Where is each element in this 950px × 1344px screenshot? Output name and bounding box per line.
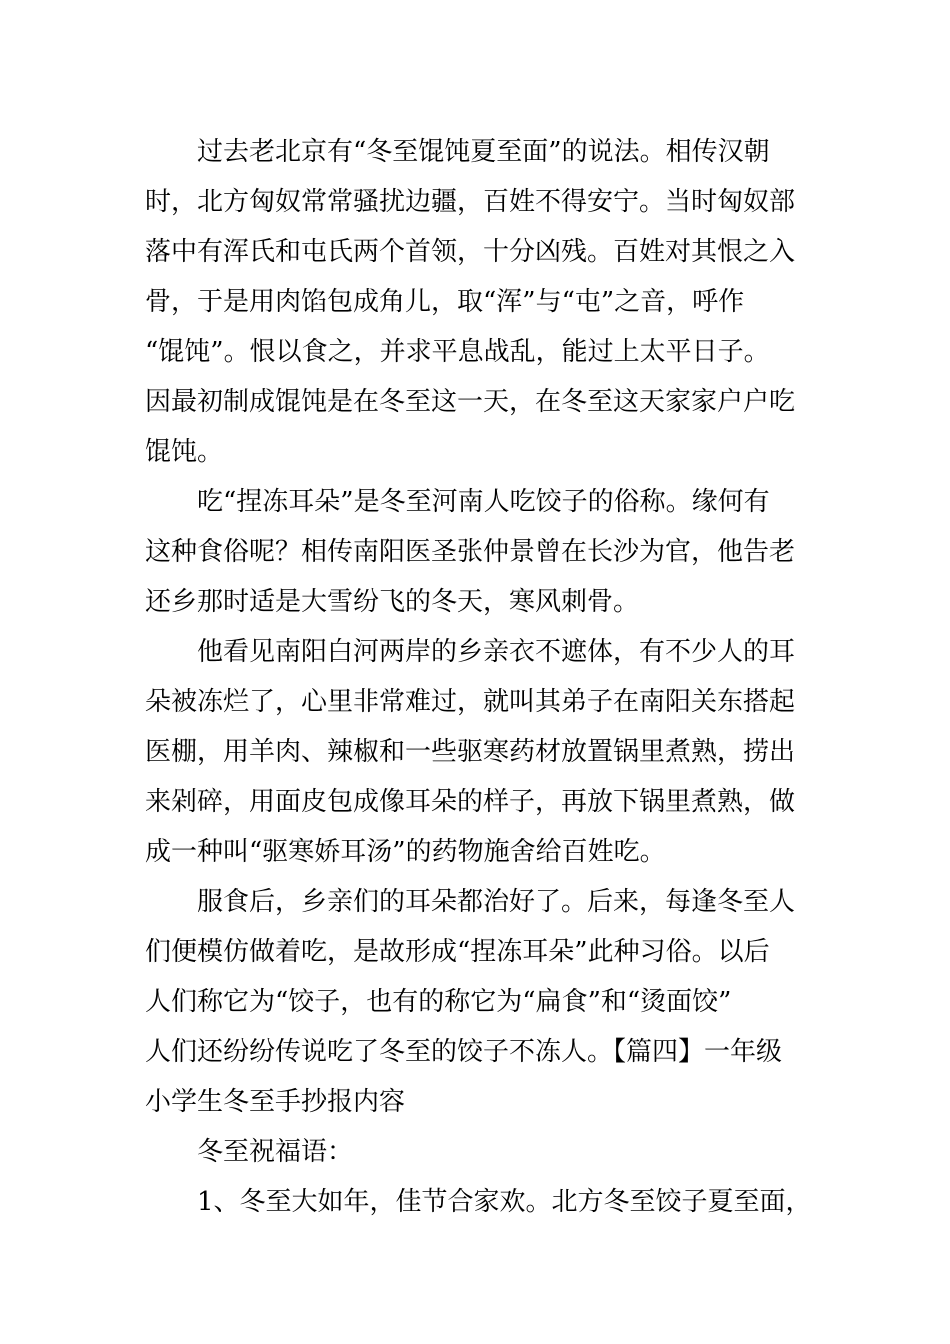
text-line: 成一种叫“驱寒娇耳汤”的药物施舍给百姓吃。 bbox=[145, 837, 666, 867]
text-line: 馄饨。 bbox=[145, 437, 224, 467]
text-line: 这种食俗呢？相传南阳医圣张仲景曾在长沙为官，他告老 bbox=[145, 537, 796, 567]
text-line: 们便模仿做着吃，是故形成“捏冻耳朵”此种习俗。以后 bbox=[145, 937, 770, 967]
text-line: 冬至祝福语： bbox=[197, 1137, 354, 1167]
text-line: 1、冬至大如年，佳节合家欢。北方冬至饺子夏至面， bbox=[197, 1187, 812, 1217]
text-line: 过去老北京有“冬至馄饨夏至面”的说法。相传汉朝 bbox=[197, 137, 770, 167]
text-line: 医棚，用羊肉、辣椒和一些驱寒药材放置锅里煮熟，捞出 bbox=[145, 737, 796, 767]
text-line: 还乡那时适是大雪纷飞的冬天，寒风刺骨。 bbox=[145, 587, 640, 617]
text-line: 朵被冻烂了，心里非常难过，就叫其弟子在南阳关东搭起 bbox=[145, 687, 796, 717]
text-line: 服食后，乡亲们的耳朵都治好了。后来，每逢冬至人 bbox=[197, 887, 796, 917]
text-line: 小学生冬至手抄报内容 bbox=[145, 1087, 406, 1117]
text-line: “馄饨”。恨以食之，并求平息战乱，能过上太平日子。 bbox=[145, 337, 770, 367]
text-line: 骨，于是用肉馅包成角儿，取“浑”与“屯”之音，呼作 bbox=[145, 287, 745, 317]
text-line: 落中有浑氏和屯氏两个首领，十分凶残。百姓对其恨之入 bbox=[145, 237, 796, 267]
text-line: 来剁碎，用面皮包成像耳朵的样子，再放下锅里煮熟，做 bbox=[145, 787, 796, 817]
text-line: 时，北方匈奴常常骚扰边疆，百姓不得安宁。当时匈奴部 bbox=[145, 187, 796, 217]
text-line: 吃“捏冻耳朵”是冬至河南人吃饺子的俗称。缘何有 bbox=[197, 487, 770, 517]
text-line: 他看见南阳白河两岸的乡亲衣不遮体，有不少人的耳 bbox=[197, 637, 796, 667]
text-line: 人们还纷纷传说吃了冬至的饺子不冻人。【篇四】一年级 bbox=[145, 1037, 783, 1067]
document-body bbox=[145, 127, 812, 1227]
text-line: 人们称它为“饺子，也有的称它为“扁食”和“烫面饺” bbox=[145, 987, 732, 1017]
text-line: 因最初制成馄饨是在冬至这一天，在冬至这天家家户户吃 bbox=[145, 387, 796, 417]
